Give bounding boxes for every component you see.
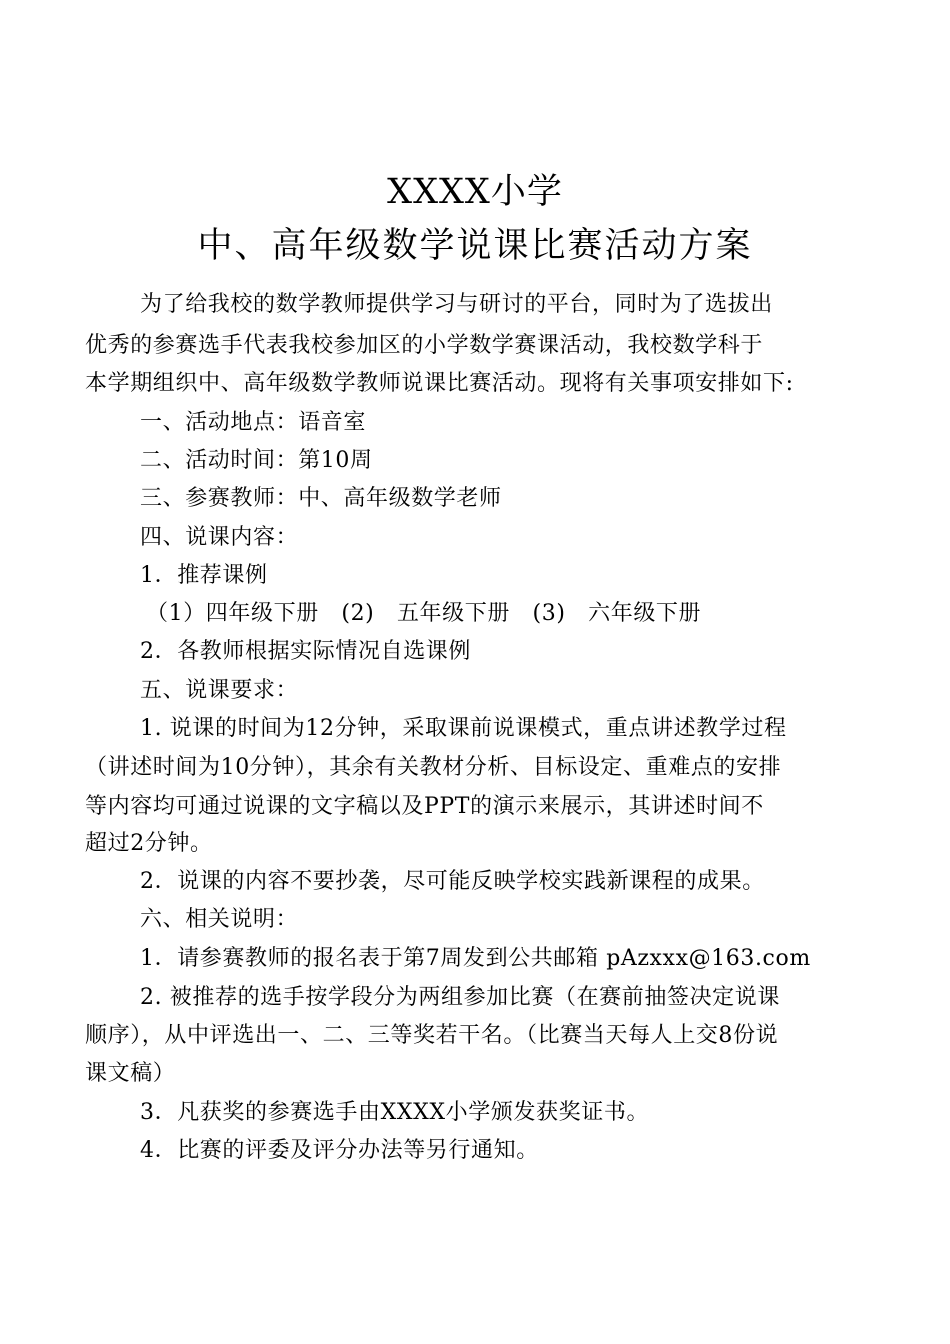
requirement-1-line: 1. 说课的时间为12分钟，采取课前说课模式，重点讲述教学过程 (140, 716, 787, 741)
note-1-email: 1．请参赛教师的报名表于第7周发到公共邮箱 pAzxxx@163.com (140, 946, 811, 971)
requirement-1-line: 等内容均可通过说课的文字稿以及PPT的演示来展示，其讲述时间不 (85, 794, 764, 819)
content-item-books: （1）四年级下册 (2) 五年级下册 (3) 六年级下册 (146, 601, 702, 626)
section-requirements-heading: 五、说课要求： (140, 678, 299, 703)
intro-line: 优秀的参赛选手代表我校参加区的小学数学赛课活动，我校数学科于 (85, 333, 764, 358)
intro-line: 为了给我校的数学教师提供学习与研讨的平台，同时为了选拔出 (140, 292, 773, 317)
note-4-judges: 4．比赛的评委及评分办法等另行通知。 (140, 1138, 539, 1163)
note-2-line: 顺序），从中评选出一、二、三等奖若干名。（比赛当天每人上交8份说 (85, 1023, 779, 1048)
section-time: 二、活动时间：第10周 (140, 448, 373, 473)
requirement-1-line: （讲述时间为10分钟），其余有关教材分析、目标设定、重难点的安排 (85, 755, 782, 780)
intro-line: 本学期组织中、高年级数学教师说课比赛活动。现将有关事项安排如下: (85, 371, 794, 396)
requirement-2: 2．说课的内容不要抄袭，尽可能反映学校实践新课程的成果。 (140, 869, 765, 894)
content-item-recommended: 1．推荐课例 (140, 563, 268, 588)
note-2-line: 课文稿） (85, 1061, 176, 1086)
requirement-1-line: 超过2分钟。 (85, 831, 213, 856)
section-notes-heading: 六、相关说明： (140, 907, 299, 932)
note-3-certificate: 3．凡获奖的参赛选手由XXXX小学颁发获奖证书。 (140, 1100, 650, 1125)
document-title-school: XXXX小学 (387, 172, 563, 212)
section-content-heading: 四、说课内容： (140, 525, 299, 550)
section-teachers: 三、参赛教师：中、高年级数学老师 (140, 486, 502, 511)
section-location: 一、活动地点：语音室 (140, 410, 367, 435)
note-2-line: 2. 被推荐的选手按学段分为两组参加比赛（在赛前抽签决定说课 (140, 985, 780, 1010)
document-title-main: 中、高年级数学说课比赛活动方案 (197, 226, 753, 266)
content-item-self-select: 2．各教师根据实际情况自选课例 (140, 639, 471, 664)
